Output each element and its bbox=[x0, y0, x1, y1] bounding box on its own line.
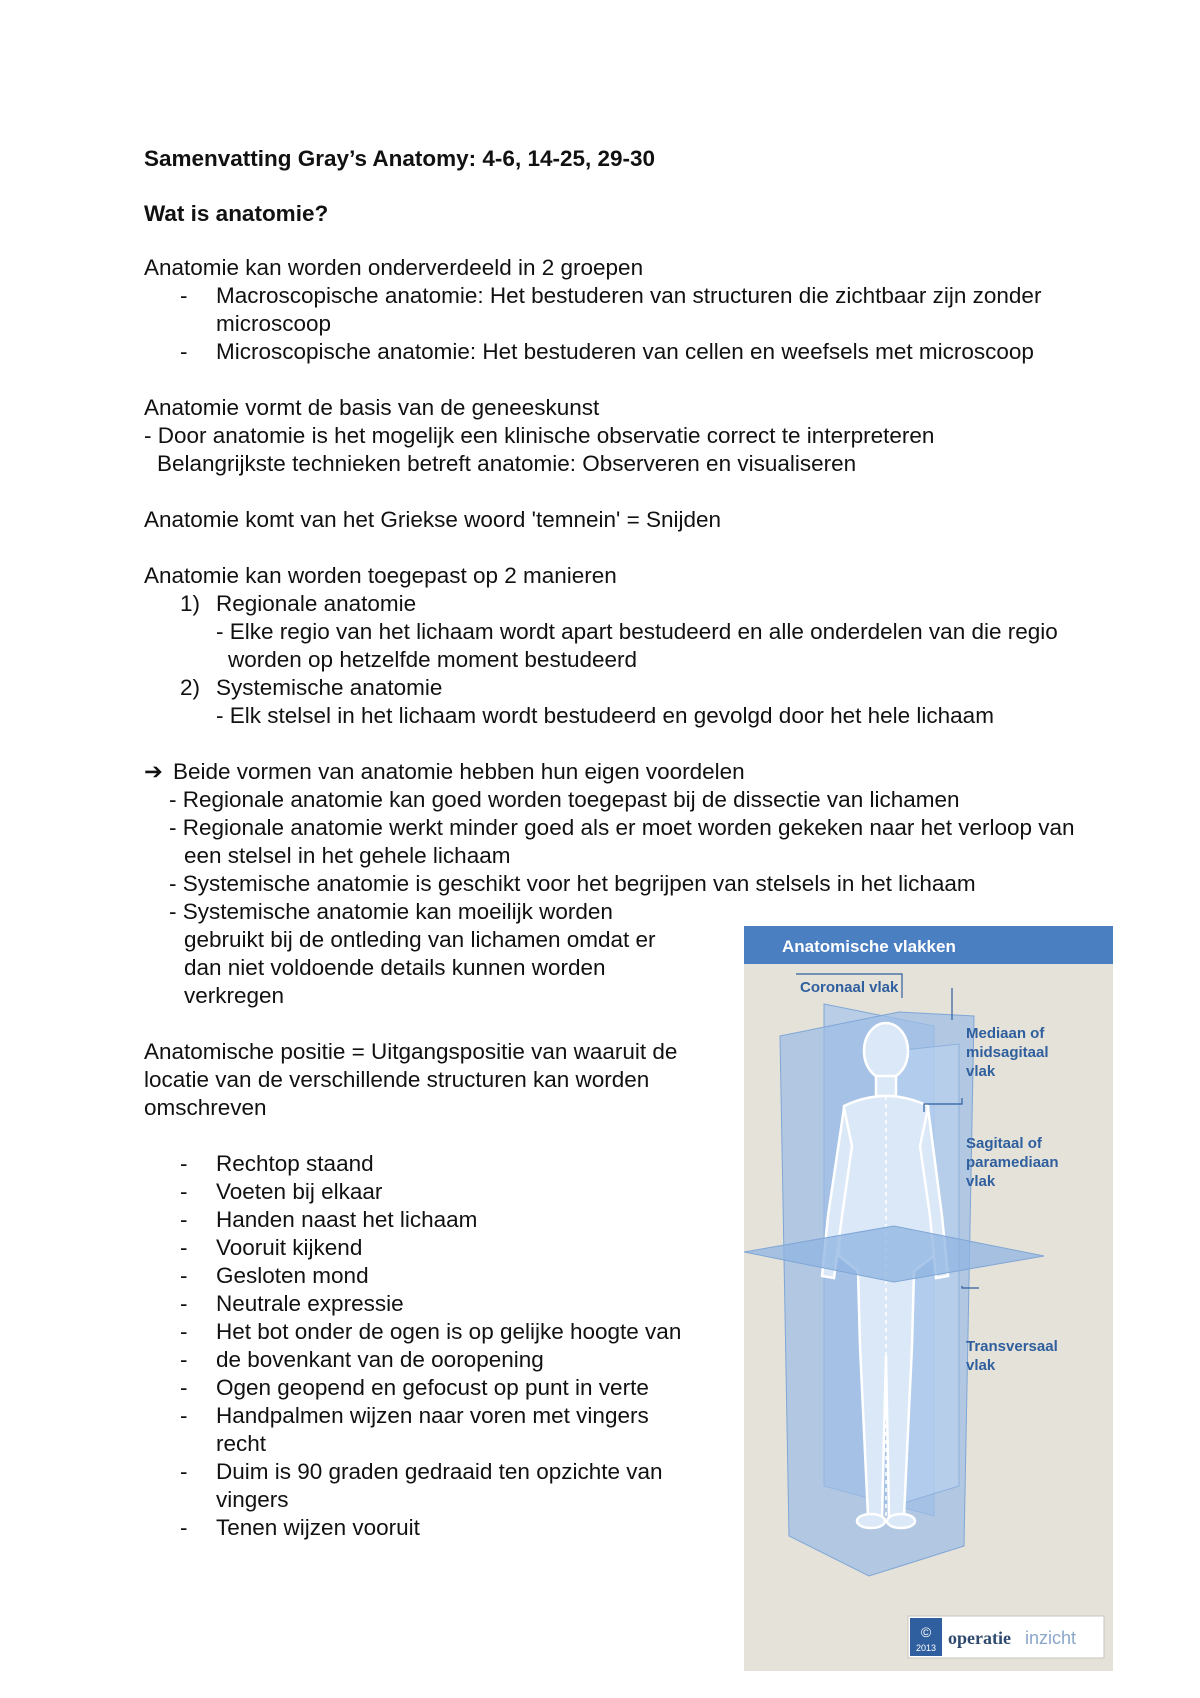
copyright-symbol: © bbox=[920, 1624, 932, 1640]
list-bullet: - bbox=[180, 1319, 188, 1344]
paragraph-line: - Regionale anatomie werkt minder goed als er moet worden gekeken naar het verloop van bbox=[169, 815, 1075, 840]
label-sagittal: Sagitaal of bbox=[966, 1135, 1042, 1152]
list-item: Rechtop staand bbox=[216, 1151, 374, 1176]
logo-brand: inzicht bbox=[1025, 1628, 1077, 1648]
paragraph-line: een stelsel in het gehele lichaam bbox=[184, 843, 511, 868]
list-number: 1) bbox=[180, 591, 201, 616]
list-item: Macroscopische anatomie: Het bestuderen van structuren die zichtbaar zijn zonder bbox=[216, 283, 1042, 308]
paragraph-line: - Door anatomie is het mogelijk een klinische observatie correct te interpreteren bbox=[144, 423, 935, 448]
document-title: Samenvatting Gray’s Anatomy: 4-6, 14-25, 29-30 bbox=[144, 146, 656, 171]
label-sagittal: vlak bbox=[966, 1173, 996, 1190]
paragraph-line: gebruikt bij de ontleding van lichamen omdat er bbox=[184, 927, 656, 952]
list-bullet: - bbox=[180, 1459, 188, 1484]
list-bullet: - bbox=[180, 1235, 188, 1260]
paragraph-line: - Systemische anatomie kan moeilijk worden bbox=[169, 899, 613, 924]
list-bullet: - bbox=[180, 339, 188, 364]
label-sagittal: paramediaan bbox=[966, 1154, 1059, 1171]
list-item: Het bot onder de ogen is op gelijke hoogte van bbox=[216, 1319, 682, 1344]
numbered-item: Systemische anatomie bbox=[216, 675, 443, 700]
paragraph-line: Anatomie vormt de basis van de geneeskunst bbox=[144, 395, 600, 420]
list-bullet: - bbox=[180, 1263, 188, 1288]
paragraph-line: Anatomie kan worden onderverdeeld in 2 groepen bbox=[144, 255, 644, 280]
list-bullet: - bbox=[180, 1179, 188, 1204]
operatieinzicht-logo bbox=[908, 1616, 1104, 1658]
label-median: vlak bbox=[966, 1063, 996, 1080]
list-bullet: - bbox=[180, 1347, 188, 1372]
list-bullet: - bbox=[180, 1375, 188, 1400]
numbered-item: Regionale anatomie bbox=[216, 591, 417, 616]
paragraph-line: - Systemische anatomie is geschikt voor het begrijpen van stelsels in het lichaam bbox=[169, 871, 976, 896]
list-item-continuation: microscoop bbox=[216, 311, 332, 336]
figure-title: Anatomische vlakken bbox=[782, 937, 956, 956]
label-transverse: vlak bbox=[966, 1357, 996, 1374]
logo-brand: operatie bbox=[948, 1628, 1011, 1648]
list-bullet: - bbox=[180, 1291, 188, 1316]
list-item-continuation: vingers bbox=[216, 1487, 289, 1512]
paragraph-line: verkregen bbox=[184, 983, 285, 1008]
paragraph-line: Beide vormen van anatomie hebben hun eigen voordelen bbox=[173, 759, 745, 784]
paragraph-line: Belangrijkste technieken betreft anatomie: Observeren en visualiseren bbox=[157, 451, 857, 476]
list-number: 2) bbox=[180, 675, 201, 700]
list-item: Vooruit kijkend bbox=[216, 1235, 363, 1260]
list-item: de bovenkant van de ooropening bbox=[216, 1347, 544, 1372]
label-median: midsagitaal bbox=[966, 1044, 1049, 1061]
paragraph-line: Anatomische positie = Uitgangspositie van waaruit de bbox=[144, 1039, 678, 1064]
list-item: Microscopische anatomie: Het bestuderen van cellen en weefsels met microscoop bbox=[216, 339, 1034, 364]
label-median: Mediaan of bbox=[966, 1025, 1045, 1042]
paragraph-line: locatie van de verschillende structuren kan worden bbox=[144, 1067, 650, 1092]
arrow-icon: ➔ bbox=[144, 759, 163, 784]
list-bullet: - bbox=[180, 1207, 188, 1232]
numbered-item-detail: - Elk stelsel in het lichaam wordt bestudeerd en gevolgd door het hele lichaam bbox=[216, 703, 994, 728]
list-item: Gesloten mond bbox=[216, 1263, 369, 1288]
list-bullet: - bbox=[180, 1151, 188, 1176]
list-item: Neutrale expressie bbox=[216, 1291, 404, 1316]
paragraph-line: Anatomie komt van het Griekse woord 'temnein' = Snijden bbox=[144, 507, 722, 532]
paragraph-line: omschreven bbox=[144, 1095, 267, 1120]
list-bullet: - bbox=[180, 283, 188, 308]
numbered-item-detail: worden op hetzelfde moment bestudeerd bbox=[228, 647, 638, 672]
list-item: Handen naast het lichaam bbox=[216, 1207, 478, 1232]
label-coronal: Coronaal vlak bbox=[800, 979, 899, 996]
list-bullet: - bbox=[180, 1515, 188, 1540]
list-bullet: - bbox=[180, 1403, 188, 1428]
numbered-item-detail: - Elke regio van het lichaam wordt apart bestudeerd en alle onderdelen van die regio bbox=[216, 619, 1058, 644]
paragraph-line: - Regionale anatomie kan goed worden toegepast bij de dissectie van lichamen bbox=[169, 787, 960, 812]
list-item: Duim is 90 graden gedraaid ten opzichte van bbox=[216, 1459, 663, 1484]
list-item: Voeten bij elkaar bbox=[216, 1179, 383, 1204]
list-item-continuation: recht bbox=[216, 1431, 267, 1456]
list-item: Ogen geopend en gefocust op punt in verte bbox=[216, 1375, 649, 1400]
paragraph-line: dan niet voldoende details kunnen worden bbox=[184, 955, 606, 980]
list-item: Tenen wijzen vooruit bbox=[216, 1515, 420, 1540]
paragraph-line: Anatomie kan worden toegepast op 2 manieren bbox=[144, 563, 617, 588]
section-heading: Wat is anatomie? bbox=[144, 201, 329, 226]
anatomical-planes-figure bbox=[744, 926, 1113, 1671]
logo-year: 2013 bbox=[915, 1643, 937, 1653]
label-transverse: Transversaal bbox=[966, 1338, 1058, 1355]
list-item: Handpalmen wijzen naar voren met vingers bbox=[216, 1403, 649, 1428]
